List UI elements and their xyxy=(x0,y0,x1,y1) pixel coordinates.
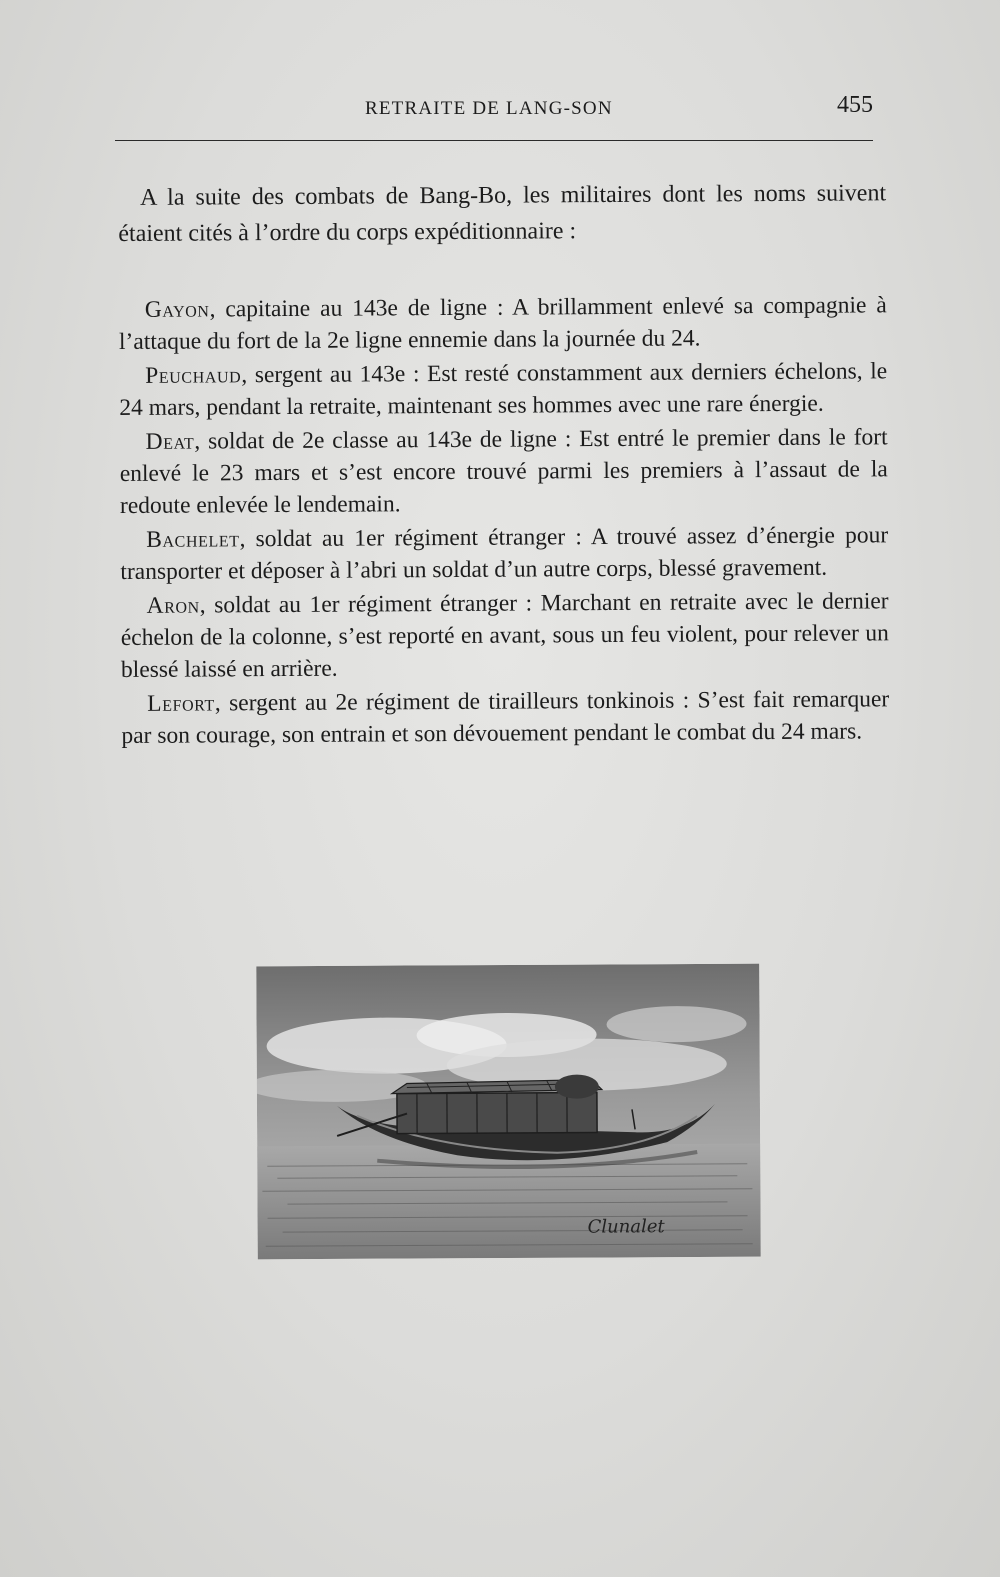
citation-aron xyxy=(121,585,890,686)
citation-name: Gayon xyxy=(144,296,210,323)
citation-gayon xyxy=(119,289,887,358)
citation-text: , sergent au 2e régiment de tirailleurs tonkinois : S’est fait remarquer par son courage, son entrain et son dévouement pendant le combat du 24 mars. xyxy=(121,686,890,749)
citation-peuchaud xyxy=(119,355,887,424)
citation-text: , sergent au 143e : Est resté constamment aux derniers échelons, le 24 mars, pendant la retraite, maintenant ses hommes avec une rare énergie. xyxy=(119,358,888,421)
body-text xyxy=(118,175,889,754)
citation-name: Lefort xyxy=(147,690,215,717)
page-number: 455 xyxy=(837,92,873,118)
citation-name: Deat xyxy=(145,428,195,455)
water xyxy=(257,1144,761,1260)
running-title: RETRAITE DE LANG-SON xyxy=(365,98,613,119)
artist-signature: Clunalet xyxy=(587,1216,665,1238)
intro-paragraph: A la suite des combats de Bang-Bo, les militaires dont les noms suivent étaient cités à l’ordre du corps expéditionnaire : xyxy=(118,180,887,247)
citation-text: , soldat de 2e classe au 143e de ligne : Est entré le premier dans le fort enlevé le 23 mars et s’est encore trouvé parmi les premiers à l’assaut de la redoute enlevée le lendemain. xyxy=(119,424,888,519)
citation-lefort xyxy=(121,683,889,752)
citation-text: , capitaine au 143e de ligne : A brillamment enlevé sa compagnie à l’attaque du fort de la 2e ligne ennemie dans la journée du 24. xyxy=(118,292,887,355)
citation-deat xyxy=(120,421,889,522)
citation-name: Peuchaud xyxy=(145,362,242,389)
citation-name: Bachelet xyxy=(146,526,240,553)
citation-text: , soldat au 1er régiment étranger : A trouvé assez d’énergie pour transporter et déposer à l’abri un soldat d’un autre corps, blessé gravement. xyxy=(120,522,889,585)
citation-name: Aron xyxy=(146,592,200,619)
citation-text: , soldat au 1er régiment étranger : Marchant en retraite avec le dernier échelon de la colonne, s’est reporté en avant, sous un feu violent, pour relever un blessé laissé en arrière. xyxy=(120,588,889,683)
page-header xyxy=(115,92,873,132)
citation-bachelet xyxy=(120,519,888,588)
junk-boat-illustration xyxy=(256,964,761,1260)
header-rule xyxy=(115,140,873,141)
